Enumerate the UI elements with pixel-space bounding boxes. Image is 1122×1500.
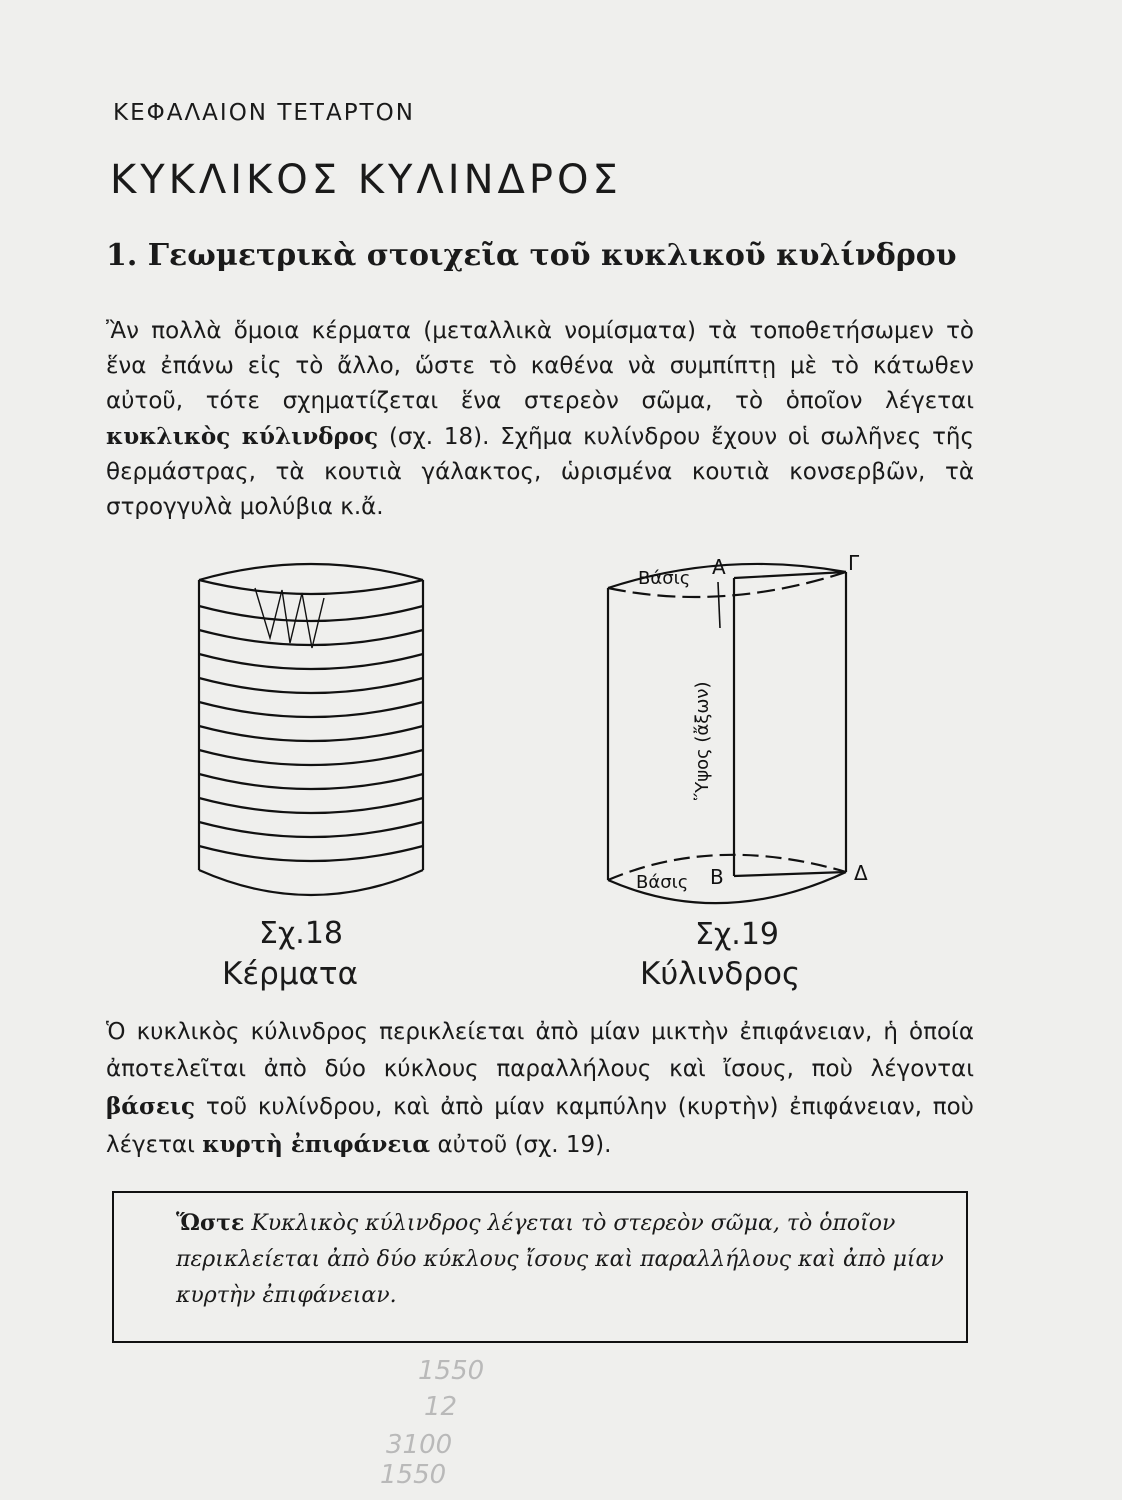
para2-text-mid: τοῦ κυλίνδρου, καὶ ἀπὸ μίαν καμπύλην (κυρτὴν) ἐπιφάνειαν, ποὺ λέγεται [106,1094,974,1158]
figure-19-number: Σχ.19 [695,917,779,952]
pencil-note-3: 3100 [386,1430,453,1460]
term-bases: βάσεις [106,1093,196,1120]
label-point-d: Δ [854,861,868,885]
definition-text [176,1205,946,1314]
label-point-g: Γ [848,551,860,575]
label-point-b: Β [710,865,724,889]
definition-body: Κυκλικὸς κύλινδρος λέγεται τὸ στερεὸν σῶμα, τὸ ὁποῖον περικλείεται ἀπὸ δύο κύκλους ἴσους καὶ παραλλήλους καὶ ἀπὸ μίαν κυρτὴν ἐπιφάνειαν. [176,1211,944,1308]
chapter-title: ΚΥΚΛΙΚΟΣ ΚΥΛΙΝΔΡΟΣ [110,157,622,203]
definition-lead: Ὥστε [176,1210,245,1236]
para2-text-end: αὐτοῦ (σχ. 19). [430,1132,612,1158]
para2-text: Ὁ κυκλικὸς κύλινδρος περικλείεται ἀπὸ μίαν μικτὴν ἐπιφάνειαν, ἡ ὁποία ἀποτελεῖται ἀπὸ δύο κύκλους παραλλήλους καὶ ἴσους, ποὺ λέγονται [106,1019,974,1082]
chapter-label: ΚΕΦΑΛΑΙΟΝ ΤΕΤΑΡΤΟΝ [113,100,415,126]
label-axis: Ὕψος (ἄξων) [692,681,713,800]
label-point-a: Α [712,555,726,579]
label-base-bottom: Βάσις [636,872,689,893]
term-cylinder: κυκλικὸς κύλινδρος [106,423,379,450]
para1-text-end: (σχ. 18). Σχῆμα κυλίνδρου ἔχουν οἱ σωλῆνες τῆς θερμάστρας, τὰ κουτιὰ γάλακτος, ὡρισμένα κουτιὰ κονσερβῶν, τὰ στρογγυλὰ μολύβια κ.ἄ. [106,424,974,520]
intro-paragraph [106,314,974,525]
pencil-note-1: 1550 [418,1356,485,1386]
figure-18-coins [190,548,440,918]
surface-paragraph [106,1014,974,1164]
section-heading: 1. Γεωμετρικὰ στοιχεῖα τοῦ κυκλικοῦ κυλίνδρου [106,238,957,273]
para1-text: Ἂν πολλὰ ὅμοια κέρματα (μεταλλικὰ νομίσματα) τὰ τοποθετήσωμεν τὸ ἕνα ἐπάνω εἰς τὸ ἄλλο, ὥστε τὸ καθένα νὰ συμπίπτῃ μὲ τὸ κάτωθεν αὐτοῦ, τότε σχηματίζεται ἕνα στερεὸν σῶμα, τὸ ὁποῖον λέγεται [106,318,974,414]
pencil-note-4: 1550 [380,1460,447,1490]
figure-19-caption: Κύλινδρος [640,956,801,992]
term-curved-surface: κυρτὴ ἐπιφάνεια [202,1131,431,1158]
pencil-note-2: 12 [424,1392,458,1422]
label-base-top: Βάσις [638,568,691,589]
definition-box [112,1191,968,1343]
figure-18-caption: Κέρματα [222,956,359,992]
figure-18-number: Σχ.18 [259,916,343,951]
figure-19-cylinder [596,550,896,920]
